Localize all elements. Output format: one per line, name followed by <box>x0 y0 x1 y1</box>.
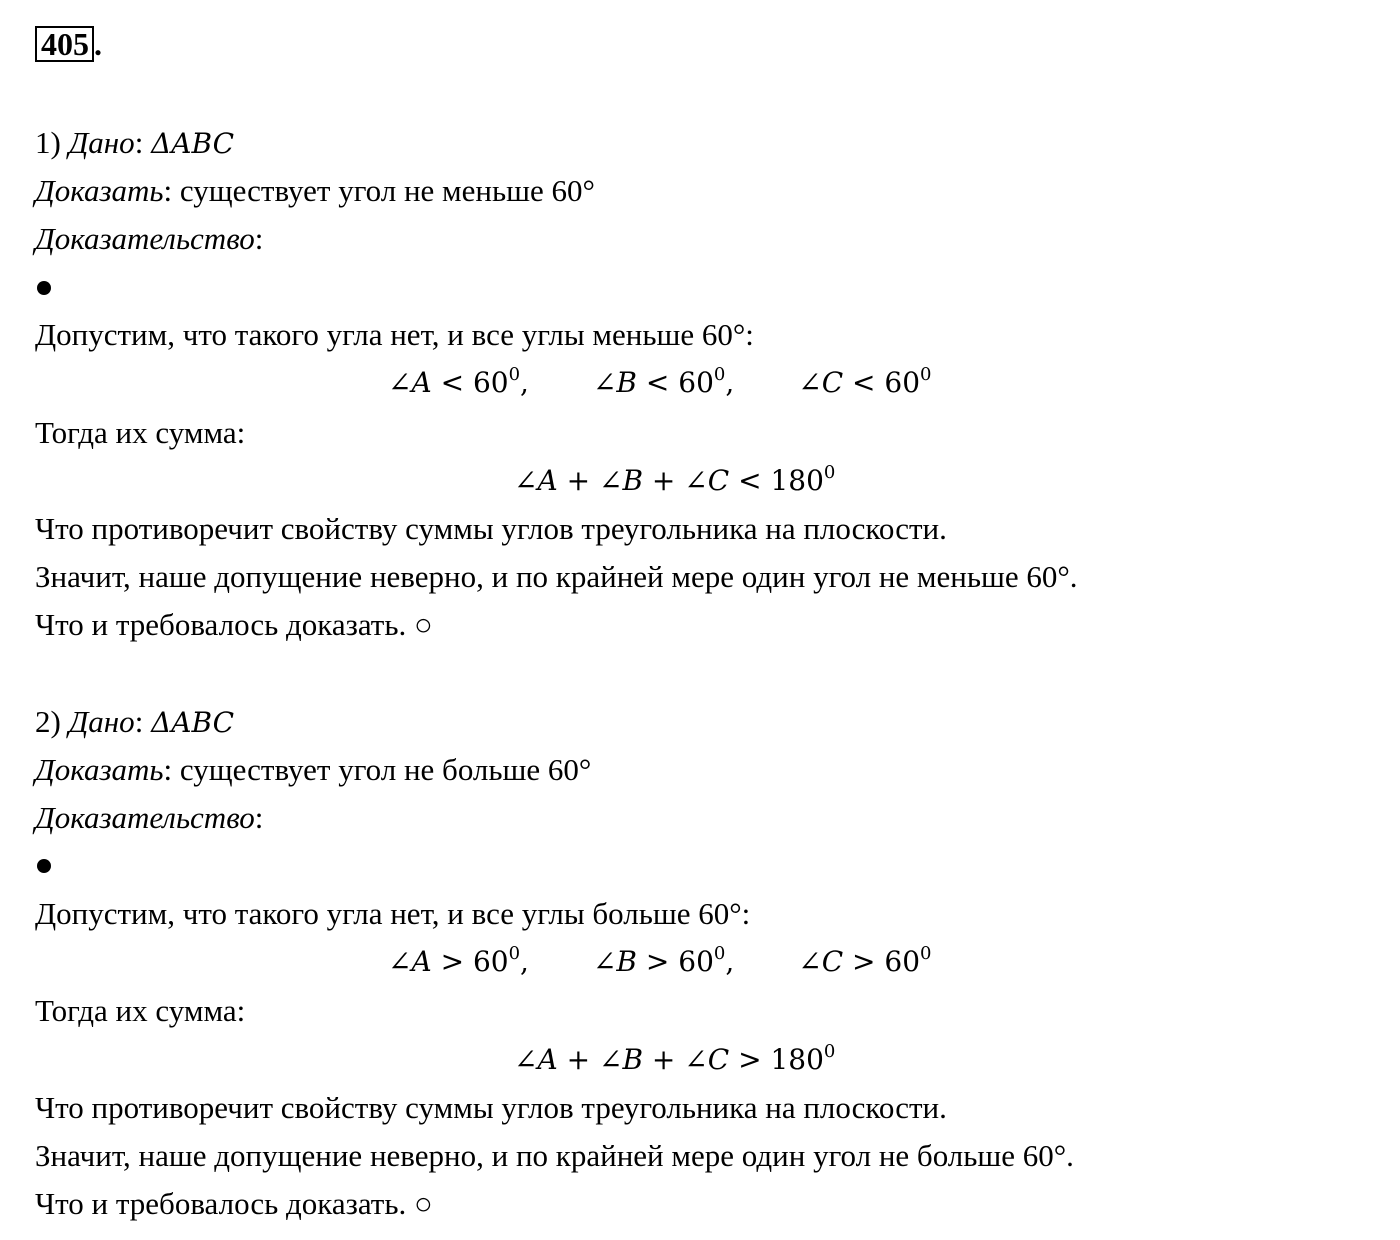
part2-proof-heading: Доказательство: <box>35 800 264 835</box>
part1-ineq-c: ∠C < $60^0$ <box>798 364 932 399</box>
part1-assume: Допустим, что такого угла нет, и все углы меньше 60°: <box>35 317 754 352</box>
part1-proof-heading: Доказательство: <box>35 221 264 256</box>
part1-qed: Что и требовалось доказать. ○ <box>35 607 433 642</box>
part1-given-word: Дано <box>68 125 135 160</box>
part1-proof-word: Доказательство <box>35 221 255 256</box>
part2-prove-word: Доказать <box>35 752 164 787</box>
part2-prove-text: : существует угол не больше 60° <box>163 752 592 787</box>
problem-number: 405 . <box>35 26 102 62</box>
part2-given-value: ΔABC <box>151 706 235 739</box>
part1-given: 1) Дано: ΔABC <box>35 125 235 160</box>
part1-inequalities <box>388 364 932 402</box>
part1-sum: ∠A + ∠B + ∠C < $180^0$ <box>514 462 836 497</box>
part2-inequalities <box>388 943 932 981</box>
part2-then: Тогда их сумма: <box>35 993 246 1028</box>
part2-ineq-b: ∠B > $60^0$, <box>592 943 735 978</box>
part2-given-word: Дано <box>68 704 135 739</box>
part2-bullet <box>37 859 51 873</box>
part2-conclusion: Значит, наше допущение неверно, и по крайней мере один угол не больше 60°. <box>35 1138 1074 1173</box>
part1-conclusion: Значит, наше допущение неверно, и по крайней мере один угол не меньше 60°. <box>35 559 1078 594</box>
part1-contradiction: Что противоречит свойству суммы углов треугольника на плоскости. <box>35 511 947 546</box>
part1-ineq-b: ∠B < $60^0$, <box>592 364 735 399</box>
part2-assume: Допустим, что такого угла нет, и все углы больше 60°: <box>35 896 751 931</box>
part1-prove-text: : существует угол не меньше 60° <box>163 173 595 208</box>
part1-ineq-a: ∠A < $60^0$, <box>388 364 529 399</box>
part2-ineq-c: ∠C > $60^0$ <box>798 943 932 978</box>
part2-sum: ∠A + ∠B + ∠C > $180^0$ <box>514 1041 836 1076</box>
part1-prove <box>35 172 595 210</box>
part2-ineq-a: ∠A > $60^0$, <box>388 943 529 978</box>
part2-contradiction: Что противоречит свойству суммы углов треугольника на плоскости. <box>35 1090 947 1125</box>
part1-bullet <box>37 281 51 295</box>
part2-prove <box>35 751 591 789</box>
part2-qed: Что и требовалось доказать. ○ <box>35 1186 433 1221</box>
part1-given-value: ΔABC <box>151 127 235 160</box>
part1-label: 1) <box>35 125 61 160</box>
part2-given: 2) Дано: ΔABC <box>35 704 235 739</box>
part1-prove-word: Доказать <box>35 173 164 208</box>
problem-number-box: 405 <box>35 26 94 62</box>
part2-proof-word: Доказательство <box>35 800 255 835</box>
part2-label: 2) <box>35 704 61 739</box>
part1-then: Тогда их сумма: <box>35 415 246 450</box>
